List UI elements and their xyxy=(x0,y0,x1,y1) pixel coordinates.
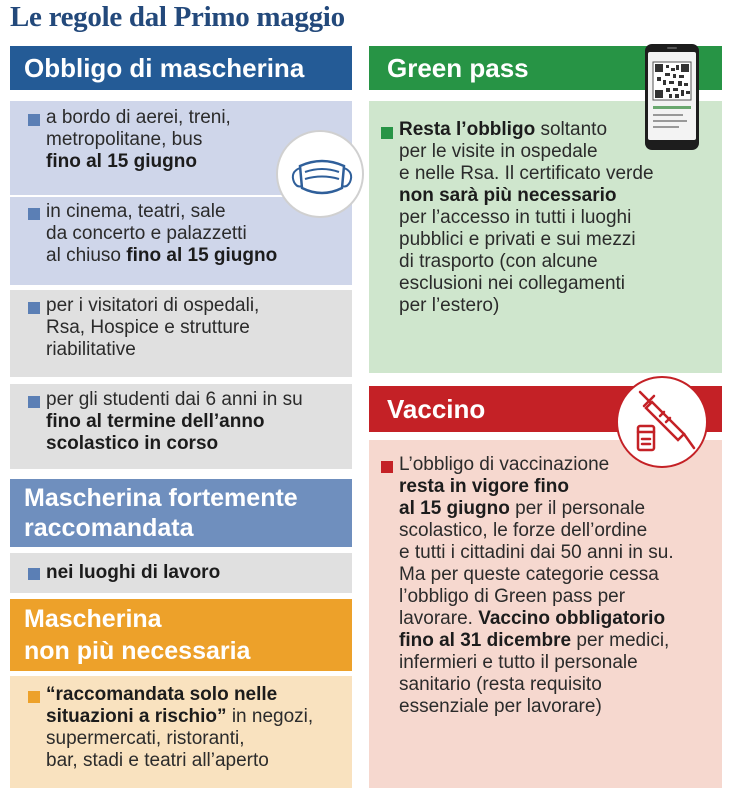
mask-obligation-header: Obbligo di mascherina xyxy=(10,46,352,90)
green-pass-body: Resta l’obbligo soltanto per le visite in ospedale e nelle Rsa. Il certificato verde non sarà più necessario per l’accesso in tutti i luoghi pubblici e privati e sui mezzi di trasporto (con alcune esclusioni nei collegamenti per l’estero) xyxy=(369,101,722,373)
mask-item-hospitals: per i visitatori di ospedali, Rsa, Hospice e strutture riabilitative xyxy=(10,290,352,377)
mask-item-transport: a bordo di aerei, treni, metropolitane, bus fino al 15 giugno xyxy=(10,101,352,195)
mask-item-venues: in cinema, teatri, sale da concerto e palazzetti al chiuso fino al 15 giugno xyxy=(10,197,352,285)
bullet-square-icon xyxy=(28,302,40,314)
syringe-vial-icon xyxy=(616,376,708,468)
mask-recommended-header: Mascherina fortemente raccomandata xyxy=(10,479,352,547)
bullet-square-icon xyxy=(381,127,393,139)
bullet-square-icon xyxy=(28,691,40,703)
face-mask-icon xyxy=(276,130,364,218)
green-pass-header: Green pass xyxy=(369,46,722,90)
bullet-square-icon xyxy=(381,461,393,473)
recommended-item-workplace: nei luoghi di lavoro xyxy=(10,553,352,593)
page-title: Le regole dal Primo maggio xyxy=(10,1,345,33)
bullet-square-icon xyxy=(28,114,40,126)
mask-item-students: per gli studenti dai 6 anni in su fino al termine dell’anno scolastico in corso xyxy=(10,384,352,469)
bullet-square-icon xyxy=(28,396,40,408)
bullet-square-icon xyxy=(28,568,40,580)
not-needed-item: “raccomandata solo nelle situazioni a rischio” in negozi, supermercati, ristoranti, bar, stadi e teatri all’aperto xyxy=(10,676,352,788)
bullet-square-icon xyxy=(28,208,40,220)
vaccine-body: L’obbligo di vaccinazione resta in vigore fino al 15 giugno per il personale scolastico, le forze dell’ordine e tutti i cittadini dai 50 anni in su. Ma per queste categorie cessa l’obbligo di Green pass per lavorare. Vaccino obbligatorio fino al 31 dicembre per medici, infermieri e tutto il personale sanitario (resta requisito essenziale per lavorare) xyxy=(369,440,722,788)
mask-not-needed-header: Mascherina non più necessaria xyxy=(10,599,352,671)
smartphone-qr-icon xyxy=(645,44,699,150)
vaccine-header: Vaccino xyxy=(369,386,722,432)
